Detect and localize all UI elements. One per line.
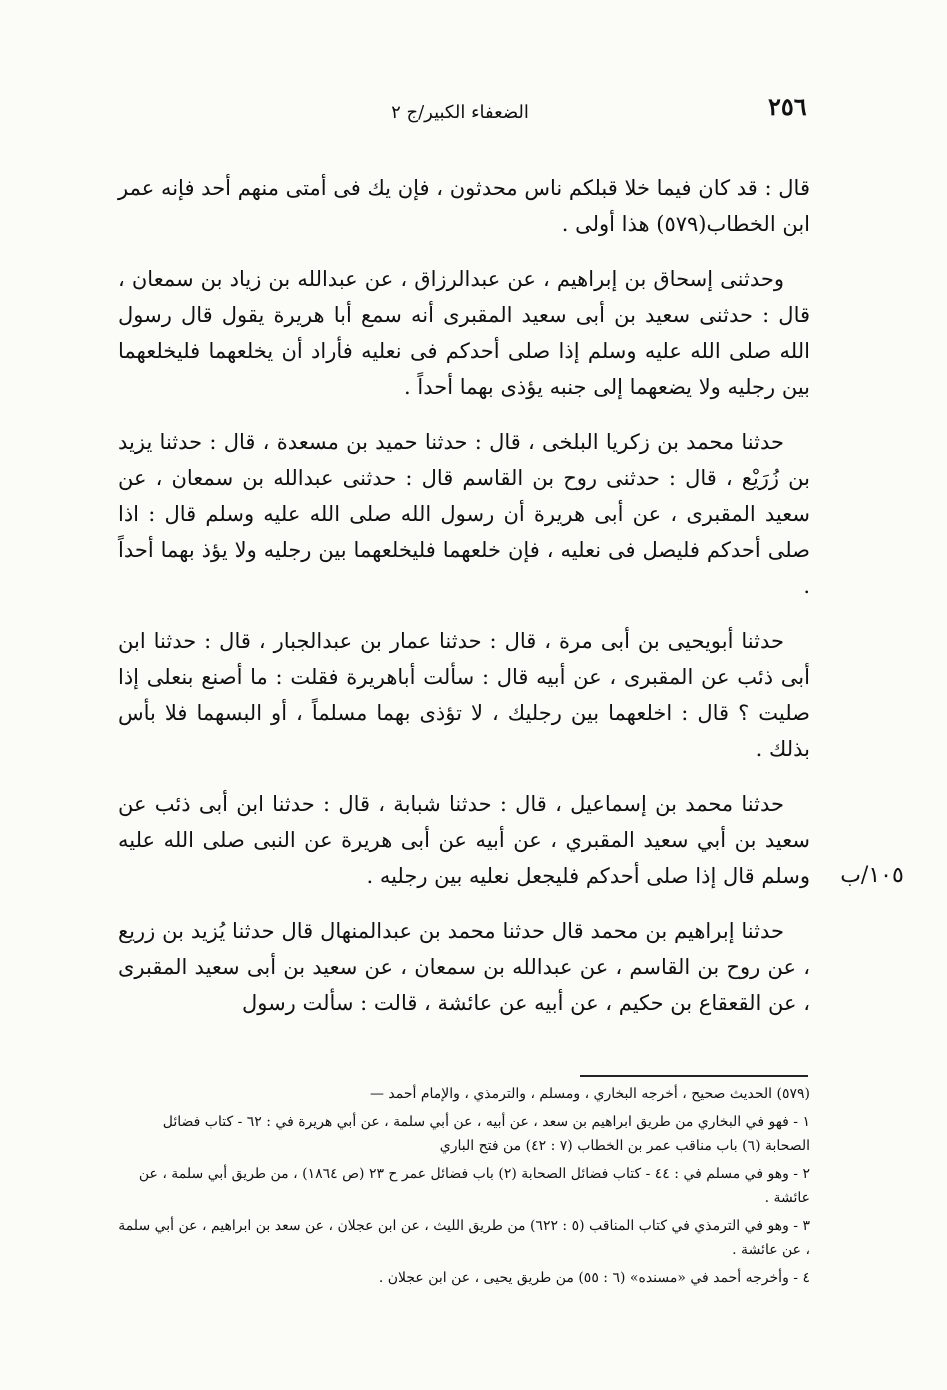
footnotes — [118, 1082, 810, 1294]
footnote: ٣ - وهو في الترمذي في كتاب المناقب (٥ : ٦٢٢) من طريق الليث ، عن ابن عجلان ، عن سعد بن ابراهيم ، عن أبي سلمة ، عن عائشة . — [118, 1218, 810, 1258]
paragraph: وحدثنى إسحاق بن إبراهيم ، عن عبدالرزاق ، عن عبدالله بن زياد بن سمعان ، قال : حدثنى سعيد بن أبى سعيد المقبرى أنه سمع أبا هريرة يقول قال رسول الله صلى الله عليه وسلم إذا صلى أحدكم فى نعليه فأراد أن يخلعهما فليخلعهما بين رجليه ولا يضعهما إلى جنبه يؤذى بهما أحداً . — [118, 267, 810, 399]
manuscript-folio-note: ١٠٥/ب — [840, 863, 904, 888]
main-text — [118, 170, 810, 1040]
footnote: ٢ - وهو في مسلم في : ٤٤ - كتاب فضائل الصحابة (٢) باب فضائل عمر ح ٢٣ (ص ١٨٦٤) ، من طريق أبي سلمة ، عن عائشة . — [138, 1166, 810, 1206]
running-header: الضعفاء الكبير/ج ٢ — [391, 102, 529, 123]
footnote-divider — [580, 1075, 808, 1077]
footnote: ٤ - وأخرجه أحمد في «مسنده» (٦ : ٥٥) من طريق يحيى ، عن ابن عجلان . — [378, 1270, 810, 1286]
paragraph: قال : قد كان فيما خلا قبلكم ناس محدثون ، فإن يك فى أمتى منهم أحد فإنه عمر ابن الخطاب(٥٧٩) هذا أولى . — [118, 176, 810, 236]
paragraph: حدثنا محمد بن إسماعيل ، قال : حدثنا شبابة ، قال : حدثنا ابن أبى ذئب عن سعيد بن أبي سعيد المقبري ، عن أبيه عن أبى هريرة عن النبى صلى الله عليه وسلم قال إذا صلى أحدكم فليجعل نعليه بين رجليه . — [118, 792, 810, 888]
paragraph: حدثنا محمد بن زكريا البلخى ، قال : حدثنا حميد بن مسعدة ، قال : حدثنا يزيد بن زُرَيْع ، قال : حدثنى روح بن القاسم قال : حدثنى عبدالله بن سمعان ، عن سعيد المقبرى ، عن أبى هريرة أن رسول الله صلى الله عليه وسلم قال : اذا صلى أحدكم فليصل فى نعليه ، فإن خلعهما فليخلعهما بين رجليه ولا يؤذ بهما أحداً . — [118, 430, 810, 598]
paragraph: حدثنا إبراهيم بن محمد قال حدثنا محمد بن عبدالمنهال قال حدثنا يُزيد بن زريع ، عن روح بن القاسم ، عن عبدالله بن سمعان ، عن سعيد بن أبى سعيد المقبرى ، عن القعقاع بن حكيم ، عن أبيه عن عائشة ، قالت : سألت رسول — [118, 919, 810, 1015]
paragraph: حدثنا أبويحيى بن أبى مرة ، قال : حدثنا عمار بن عبدالجبار ، قال : حدثنا ابن أبى ذئب عن المقبرى ، عن أبيه قال : سألت أباهريرة فقلت : ما أصنع بنعلى إذا صليت ؟ قال : اخلعهما بين رجليك ، لا تؤذى بهما مسلماً ، أو البسهما فلا بأس بذلك . — [118, 629, 810, 761]
footnote: ١ - فهو في البخاري من طريق ابراهيم بن سعد ، عن أبيه ، عن أبي سلمة ، عن أبي هريرة في : ٦٢ - كتاب فضائل الصحابة (٦) باب مناقب عمر بن الخطاب (٧ : ٤٢) من فتح الباري — [162, 1114, 810, 1154]
page-number: ٢٥٦ — [768, 92, 807, 121]
footnote: (٥٧٩) الحديث صحيح ، أخرجه البخاري ، ومسلم ، والترمذي ، والإمام أحمد — — [369, 1086, 810, 1102]
